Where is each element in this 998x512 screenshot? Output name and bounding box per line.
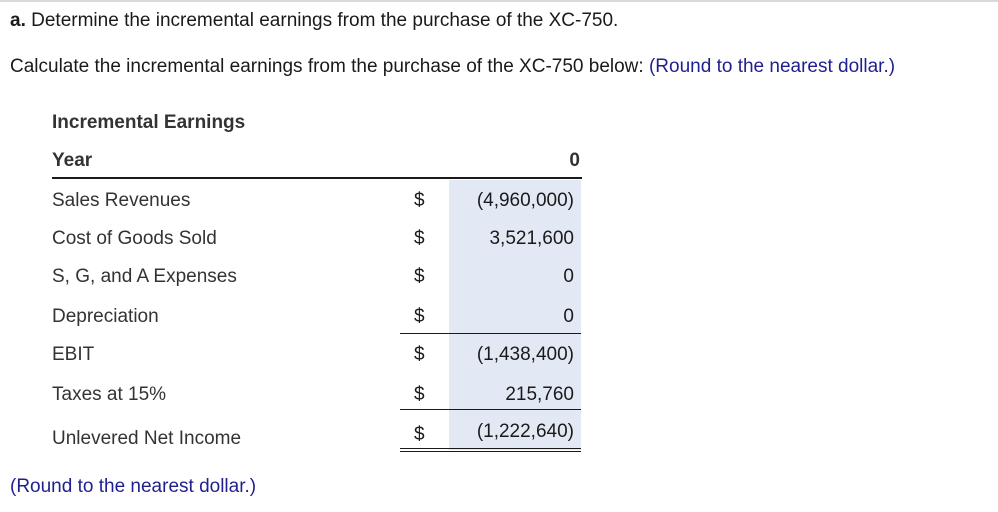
row-unlevered-net-income bbox=[52, 421, 582, 449]
row-cost-of-goods-sold bbox=[52, 228, 582, 256]
row-ebit bbox=[52, 344, 582, 372]
subtotal-rule bbox=[400, 333, 581, 334]
year-header-row bbox=[52, 150, 582, 176]
total-rule bbox=[400, 409, 581, 410]
grand-total-double-rule-top bbox=[400, 448, 581, 449]
currency-symbol: $ bbox=[414, 266, 425, 287]
row-label: EBIT bbox=[52, 344, 95, 365]
currency-symbol: $ bbox=[414, 190, 425, 211]
row-label: S, G, and A Expenses bbox=[52, 266, 237, 287]
row-value[interactable]: 3,521,600 bbox=[489, 228, 574, 249]
currency-symbol: $ bbox=[414, 344, 425, 365]
top-divider bbox=[0, 0, 998, 2]
year-header-underline bbox=[52, 177, 582, 179]
row-label: Cost of Goods Sold bbox=[52, 228, 217, 249]
grand-total-double-rule-bottom bbox=[400, 451, 581, 452]
row-taxes bbox=[52, 384, 582, 412]
row-label: Depreciation bbox=[52, 306, 159, 327]
row-sales-revenues bbox=[52, 190, 582, 218]
instruction-line bbox=[10, 56, 895, 78]
row-sga-expenses bbox=[52, 266, 582, 294]
question-part-label: a. bbox=[10, 10, 26, 31]
currency-symbol: $ bbox=[414, 228, 425, 249]
row-label: Sales Revenues bbox=[52, 190, 191, 211]
year-label: Year bbox=[52, 150, 93, 171]
year-value: 0 bbox=[569, 150, 580, 171]
row-label: Taxes at 15% bbox=[52, 384, 167, 405]
row-value[interactable]: (1,222,640) bbox=[476, 421, 574, 442]
row-value[interactable]: (4,960,000) bbox=[476, 190, 574, 211]
currency-symbol: $ bbox=[414, 424, 425, 445]
row-label: Unlevered Net Income bbox=[52, 428, 242, 449]
table-title: Incremental Earnings bbox=[52, 112, 246, 133]
row-value[interactable]: (1,438,400) bbox=[476, 344, 574, 365]
question-text: Determine the incremental earnings from the purchase of the XC-750. bbox=[31, 10, 619, 31]
question-heading bbox=[10, 10, 618, 32]
row-value[interactable]: 0 bbox=[563, 306, 574, 327]
footer-rounding-hint: (Round to the nearest dollar.) bbox=[10, 476, 257, 497]
row-depreciation bbox=[52, 306, 582, 334]
instruction-text: Calculate the incremental earnings from the purchase of the XC-750 below: bbox=[10, 56, 644, 77]
row-value[interactable]: 0 bbox=[563, 266, 574, 287]
currency-symbol: $ bbox=[414, 306, 425, 327]
currency-symbol: $ bbox=[414, 384, 425, 405]
instruction-rounding-hint: (Round to the nearest dollar.) bbox=[648, 56, 896, 77]
row-value[interactable]: 215,760 bbox=[505, 384, 574, 405]
